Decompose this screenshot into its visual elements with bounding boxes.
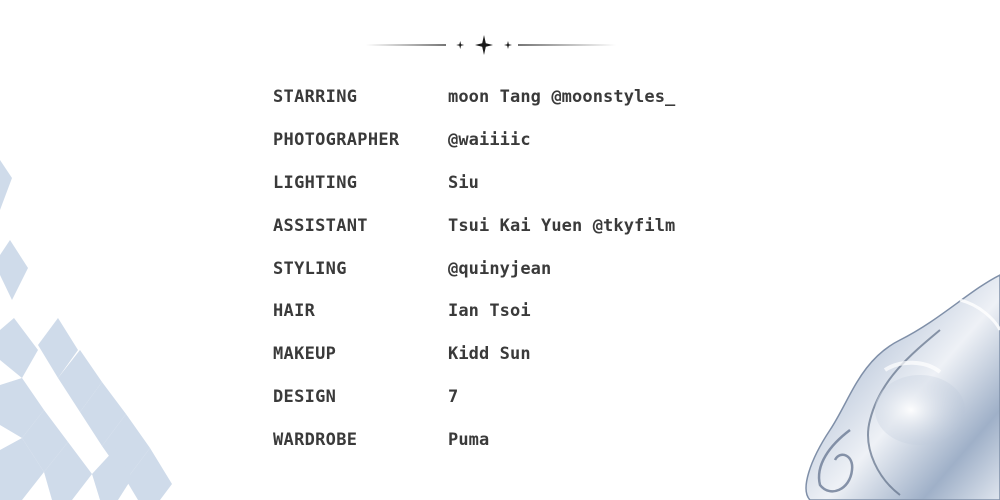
credits-list [273, 76, 793, 461]
credit-row-design [273, 376, 793, 419]
credit-role: HAIR [273, 301, 316, 322]
credit-name: Kidd Sun [448, 344, 531, 365]
credit-row-photographer [273, 119, 793, 162]
credit-row-starring [273, 76, 793, 119]
credit-role: STYLING [273, 258, 347, 279]
credit-row-styling [273, 247, 793, 290]
credit-name: Tsui Kai Yuen @tkyfilm [448, 215, 676, 236]
credit-name: Ian Tsoi [448, 301, 531, 322]
credit-row-makeup [273, 333, 793, 376]
credit-role: ASSISTANT [273, 215, 368, 236]
sparkle-divider-icon [366, 30, 616, 60]
credit-name: Siu [448, 172, 480, 193]
credit-role: LIGHTING [273, 172, 358, 193]
credit-role: WARDROBE [273, 429, 358, 450]
credit-name: 7 [448, 386, 459, 407]
chrome-blob-decoration [790, 260, 1000, 500]
credit-row-hair [273, 290, 793, 333]
credit-role: DESIGN [273, 386, 337, 407]
credit-row-assistant [273, 204, 793, 247]
credit-name: moon Tang @moonstyles_ [448, 87, 676, 108]
credit-name: @waiiiic [448, 130, 531, 151]
credit-role: STARRING [273, 87, 358, 108]
credit-name: @quinyjean [448, 258, 552, 279]
credit-role: PHOTOGRAPHER [273, 130, 400, 151]
credit-role: MAKEUP [273, 344, 337, 365]
credit-row-wardrobe [273, 418, 793, 461]
credit-name: Puma [448, 429, 490, 450]
checker-pattern-decoration [0, 0, 260, 500]
credit-row-lighting [273, 162, 793, 205]
